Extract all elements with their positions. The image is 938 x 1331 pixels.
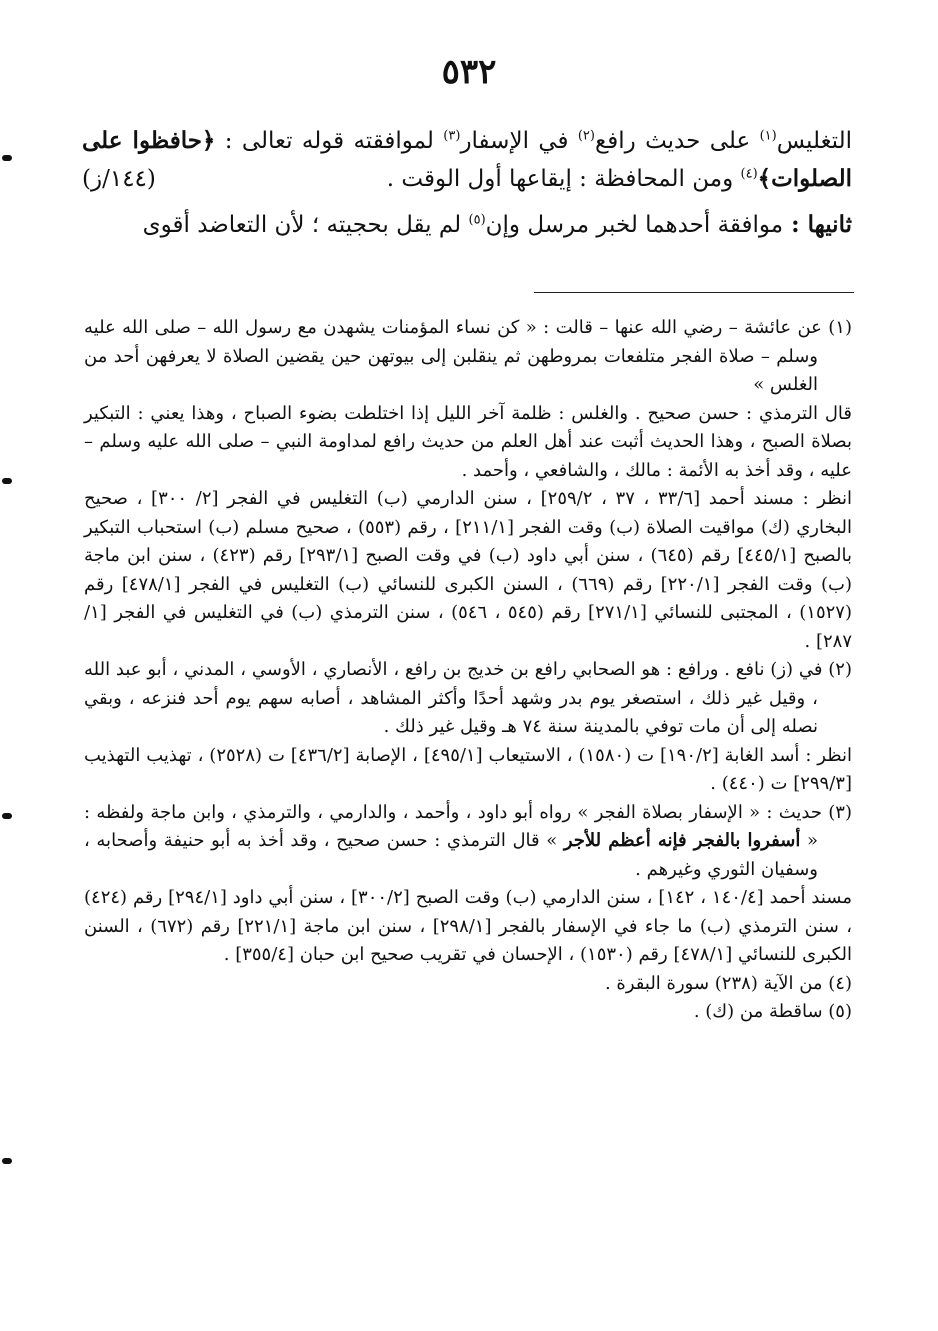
footnote-1-references: انظر : مسند أحمد [٣٣/٦ ، ٣٧ ، ٢٥٩/٢] ، سنن الدارمي (ب) التغليس في الفجر [٢/ ٣٠٠] ، صحيح البخاري (ك) مواقيت الصلاة (ب) وقت الفجر [٢١١/١] ، رقم (٥٥٣) ، صحيح مسلم (ب) استحباب التبكير بالصبح [٤٤٥/١] رقم (٦٤٥) ، سنن أبي داود (ب) في وقت الصبح [٢٩٣/١] رقم (٤٢٣) ، سنن ابن ماجة (ب) وقت الفجر [٢٢٠/١] رقم (٦٦٩) ، السنن الكبرى للنسائي (ب) التغليس في الفجر [٤٧٨/١] رقم (١٥٢٧) ، المجتبى للنسائي [٢٧١/١] رقم (٥٤٥ ، ٥٤٦) ، سنن الترمذي (ب) في التغليس في الفجر [١/ ٢٨٧] . <box>84 488 853 652</box>
margin-mark <box>2 813 12 819</box>
footnote-4: (٤) من الآية (٢٣٨) سورة البقرة . <box>604 972 852 994</box>
margin-mark <box>2 478 12 484</box>
text: على حديث رافع <box>594 128 760 154</box>
paragraph-lead: ثانيها : <box>783 211 852 238</box>
text: لم يقل بحجيته ؛ لأن التعاضد أقوى <box>142 212 469 238</box>
page-number: ٥٣٢ <box>441 52 497 92</box>
footnotes <box>84 314 852 1027</box>
text: لموافقته قوله تعالى : <box>215 128 444 154</box>
footnote-ref-4: (٤) <box>740 166 758 182</box>
footnote-ref-2: (٢) <box>577 128 595 144</box>
text: ومن المحافظة : إيقاعها أول الوقت . <box>386 166 741 192</box>
footnote-2: (٢) في (ز) نافع . ورافع : هو الصحابي رافع بن خديج بن رافع ، الأنصاري ، الأوسي ، المدني ، أبو عبد الله ، وقيل غير ذلك ، استصغر يوم بدر وشهد أحدًا وأكثر المشاهد ، أصابه سهم يوم أحد فنزعه ، وبقي نصله إلى أن مات توفي بالمدينة سنة ٧٤ هـ وقيل غير ذلك . <box>84 659 852 737</box>
footnote-ref-1: (١) <box>759 128 777 144</box>
footnote-separator <box>534 292 854 293</box>
main-paragraph-1 <box>82 122 852 198</box>
footnote-3 <box>84 799 852 885</box>
main-text <box>82 122 852 244</box>
margin-mark <box>2 155 12 161</box>
text: (٣) حديث : « الإسفار بصلاة الفجر » رواه أبو داود ، وأحمد ، والدارمي ، والترمذي ، وابن ماجة ولفظه : « <box>84 801 852 851</box>
main-paragraph-2 <box>82 206 852 244</box>
hadith-text: أسفروا بالفجر فإنه أعظم للأجر <box>563 830 801 851</box>
footnote-5: (٥) ساقطة من (ك) . <box>693 1001 852 1022</box>
margin-mark <box>2 1158 12 1164</box>
footnote-2-references: انظر : أسد الغابة [١٩٠/٢] ت (١٥٨٠) ، الاستيعاب [٤٩٥/١] ، الإصابة [٤٣٦/٢] ت (٢٥٢٨) ، تهذيب التهذيب [٢٩٩/٣] ت (٤٤٠) . <box>84 744 853 794</box>
footnote-1-commentary: قال الترمذي : حسن صحيح . والغلس : ظلمة آخر الليل إذا اختلطت بضوء الصباح ، وهذا يعني : التبكير بصلاة الصبح ، وهذا الحديث أثبت عند أهل العلم من حديث رافع لمداومة النبي – صلى الله عليه وسلم – عليه ، وقد أخذ به الأئمة : مالك ، والشافعي ، وأحمد . <box>84 402 852 481</box>
footnote-3-references: مسند أحمد [١٤٠/٤ ، ١٤٢] ، سنن الدارمي (ب) وقت الصبح [٣٠٠/٢] ، سنن أبي داود [٢٩٤/١] رقم (٤٢٤) ، سنن الترمذي (ب) ما جاء في الإسفار بالفجر [٢٩٨/١] ، سنن ابن ماجة [٢٢١/١] رقم (٦٧٢) ، السنن الكبرى للنسائي [٤٧٨/١] رقم (١٥٣٠) ، الإحسان في تقريب صحيح ابن حبان [٣٥٥/٤] . <box>84 887 853 965</box>
text: التغليس <box>776 128 853 154</box>
text: في الإسفار <box>460 128 578 154</box>
footnote-ref-5: (٥) <box>468 212 486 228</box>
manuscript-marker: (١٤٤/ز) <box>82 166 156 192</box>
footnote-1: (١) عن عائشة – رضي الله عنها – قالت : « كن نساء المؤمنات يشهدن مع رسول الله – صلى الله عليه وسلم – صلاة الفجر متلفعات بمروطهن ثم ينقلبن إلى بيوتهن حين يقضين الصلاة لا يعرفهن أحد من الغلس » <box>84 317 852 395</box>
quran-verse: ﴿حافظوا على الصلوات﴾ <box>82 127 852 192</box>
text: » قال الترمذي : حسن صحيح ، وقد أخذ به أبو حنيفة وأصحابه ، وسفيان الثوري وغيرهم . <box>84 830 818 880</box>
text: موافقة أحدهما لخبر مرسل وإن <box>485 212 784 238</box>
footnote-ref-3: (٣) <box>443 128 461 144</box>
